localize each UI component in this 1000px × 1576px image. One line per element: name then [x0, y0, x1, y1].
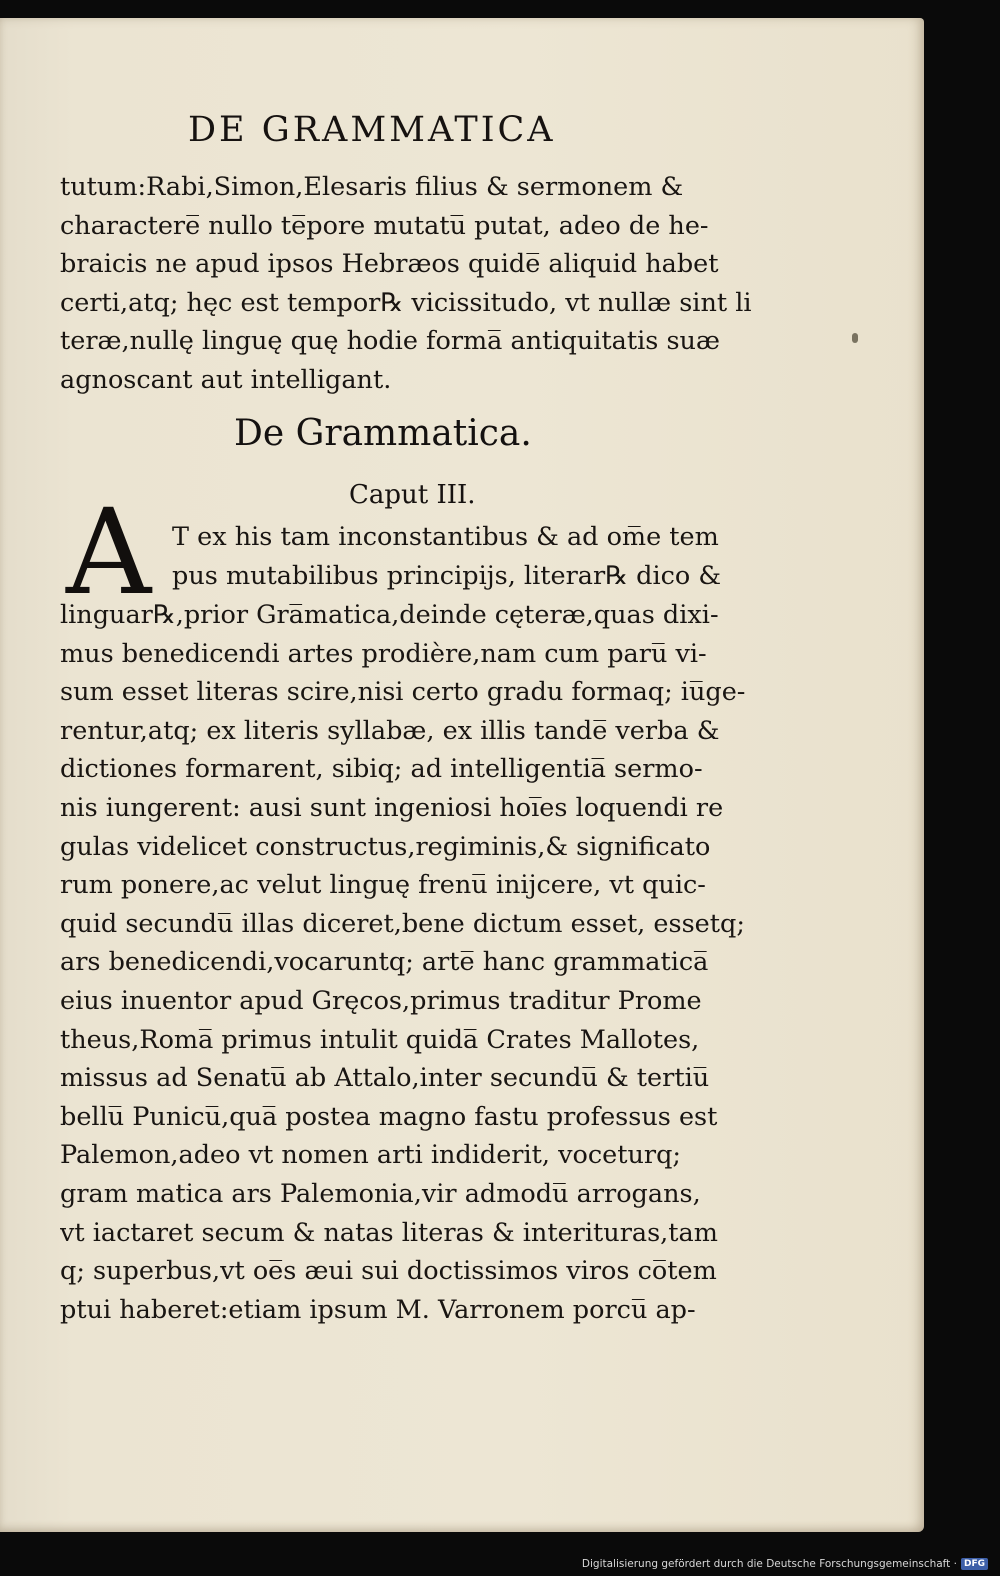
text-line: eius inuentor apud Gręcos,primus traditur Prome [60, 985, 702, 1016]
text-line: tutum:Rabi,Simon,Elesaris filius & sermonem & [60, 172, 684, 202]
text-line: gulas videlicet constructus,regiminis,& significato [60, 831, 711, 862]
section-heading: De Grammatica. [234, 413, 532, 454]
text-line: linguar℞,prior Gra̅matica,deinde cęteræ,quas dixi- [60, 600, 719, 630]
text-line: gram matica ars Palemonia,vir admodu̅ arrogans, [60, 1178, 701, 1209]
book-page [0, 18, 924, 1532]
text-line: ars benedicendi,vocaruntq; arte̅ hanc grammatica̅ [60, 947, 709, 978]
text-line: T ex his tam inconstantibus & ad om̅e tem [172, 522, 719, 552]
text-line: charactere̅ nullo te̅pore mutatu̅ putat, adeo de he- [60, 210, 709, 241]
text-line: vt iactaret secum & natas literas & interituras,tam [60, 1217, 718, 1248]
drop-cap-initial: A [66, 483, 152, 621]
text-line: rentur,atq; ex literis syllabæ, ex illis tande̅ verba & [60, 715, 720, 746]
ink-speck [852, 333, 858, 343]
running-head: DE GRAMMATICA [188, 110, 556, 150]
chapter-label: Caput III. [349, 480, 476, 510]
text-line: quid secundu̅ illas diceret,bene dictum esset, essetq; [60, 908, 745, 939]
text-line: ptui haberet:etiam ipsum M. Varronem porcu̅ ap- [60, 1294, 696, 1325]
text-line: dictiones formarent, sibiq; ad intelligentia̅ sermo- [60, 754, 703, 785]
text-line: theus,Roma̅ primus intulit quida̅ Crates Mallotes, [60, 1024, 700, 1055]
text-line: Palemon,adeo vt nomen arti indiderit, voceturq; [60, 1140, 682, 1171]
text-line: q; superbus,vt oe̅s æui sui doctissimos viros co̅tem [60, 1256, 717, 1287]
text-line: sum esset literas scire,nisi certo gradu formaq; iu̅ge- [60, 677, 746, 708]
text-line: pus mutabilibus principijs, literar℞ dico & [172, 561, 722, 591]
main-paragraph [60, 596, 800, 1329]
text-line: teræ,nullę linguę quę hodie forma̅ antiquitatis suæ [60, 326, 720, 357]
dfg-logo: DFG [961, 1558, 988, 1570]
digitization-footer [582, 1556, 988, 1572]
text-line: mus benedicendi artes prodière,nam cum paru̅ vi- [60, 638, 707, 669]
text-line: rum ponere,ac velut linguę frenu̅ inijcere, vt quic- [60, 870, 706, 901]
text-line: missus ad Senatu̅ ab Attalo,inter secundu̅ & tertiu̅ [60, 1063, 710, 1094]
text-line: braicis ne apud ipsos Hebræos quide̅ aliquid habet [60, 249, 719, 280]
text-line: agnoscant aut intelligant. [60, 364, 392, 395]
text-line: certi,atq; hęc est tempor℞ vicissitudo, vt nullæ sint li [60, 287, 752, 318]
text-line: bellu̅ Punicu̅,qua̅ postea magno fastu professus est [60, 1101, 718, 1132]
funding-credit: Digitalisierung gefördert durch die Deutsche Forschungsgemeinschaft · [581, 1558, 957, 1570]
top-paragraph [60, 168, 800, 400]
text-line: nis iungerent: ausi sunt ingeniosi hoi̅es loquendi re [60, 792, 724, 823]
